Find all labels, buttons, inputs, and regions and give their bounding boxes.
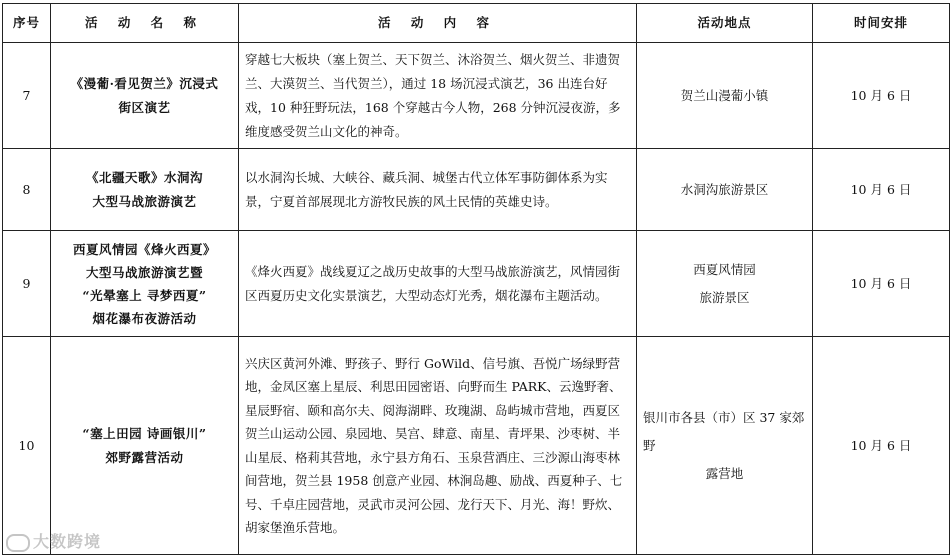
table-row bbox=[3, 149, 950, 231]
row-no: 10 bbox=[3, 337, 51, 555]
watermark-logo-icon bbox=[6, 534, 30, 552]
row-content: 兴庆区黄河外滩、野孩子、野行 GoWild、信号旗、吾悦广场绿野营地，金凤区塞上星辰、利思田园密语、向野而生 PARK、云逸野奢、星辰野宿、颐和高尔夫、阅海湖畔、玫瑰湖、岛屿城市营地，西夏区贺兰山运动公园、泉园地、昊宫、肆意、南星、青坪果、沙枣树、半山星辰、格莉其营地，永宁县方角石、玉泉营酒庄、三沙源山海枣林间营地，贺兰县 1958 创意产业园、林涧岛趣、励战、西夏种子、七号、千卓庄园营地，灵武市灵河公园、龙行天下、月光、海！野炊、胡家堡渔乐营地。 bbox=[239, 337, 637, 555]
location-line: 旅游景区 bbox=[699, 289, 750, 305]
row-content: 穿越七大板块（塞上贺兰、天下贺兰、沐浴贺兰、烟火贺兰、非遗贺兰、大漠贺兰、当代贺兰），通过 18 场沉浸式演艺，36 出连台好戏，10 种狂野玩法，168 个穿越古今人物，268 分钟沉浸夜游，多维度感受贺兰山文化的神奇。 bbox=[239, 43, 637, 149]
header-content: 活 动 内 容 bbox=[239, 4, 637, 43]
row-name bbox=[51, 337, 239, 555]
name-line: 《漫葡·看见贺兰》沉浸式 bbox=[70, 75, 219, 91]
header-name: 活 动 名 称 bbox=[51, 4, 239, 43]
row-no: 7 bbox=[3, 43, 51, 149]
row-time: 10 月 6 日 bbox=[813, 149, 950, 231]
watermark-text: 大数跨境 bbox=[33, 532, 102, 551]
location-line: 西夏风情园 bbox=[693, 261, 756, 277]
name-line: 西夏风情园《烽火西夏》 bbox=[72, 241, 216, 257]
location-line: 露营地 bbox=[705, 465, 744, 481]
row-time: 10 月 6 日 bbox=[813, 337, 950, 555]
name-line: 烟花瀑布夜游活动 bbox=[92, 310, 197, 326]
name-line: 街区演艺 bbox=[118, 99, 171, 115]
row-no: 9 bbox=[3, 231, 51, 337]
row-name bbox=[51, 231, 239, 337]
name-line: 大型马战旅游演艺暨 bbox=[85, 264, 203, 280]
activity-table bbox=[2, 3, 950, 555]
row-location bbox=[637, 43, 813, 149]
row-location bbox=[637, 337, 813, 555]
row-content: 《烽火西夏》战线夏辽之战历史故事的大型马战旅游演艺，风情园街区西夏历史文化实景演艺，大型动态灯光秀，烟花瀑布主题活动。 bbox=[239, 231, 637, 337]
row-location bbox=[637, 231, 813, 337]
watermark bbox=[6, 529, 101, 552]
header-location: 活动地点 bbox=[637, 4, 813, 43]
location-line: 银川市各县（市）区 37 家郊野 bbox=[643, 409, 805, 453]
name-line: 郊野露营活动 bbox=[105, 449, 184, 465]
location-line: 水洞沟旅游景区 bbox=[680, 181, 769, 197]
header-no: 序号 bbox=[3, 4, 51, 43]
header-row bbox=[3, 4, 950, 43]
name-line: “塞上田园 诗画银川” bbox=[82, 425, 207, 441]
table-row bbox=[3, 43, 950, 149]
row-name bbox=[51, 149, 239, 231]
name-line: 大型马战旅游演艺 bbox=[92, 193, 197, 209]
row-location bbox=[637, 149, 813, 231]
name-line: 《北疆天歌》水洞沟 bbox=[85, 169, 203, 185]
row-time: 10 月 6 日 bbox=[813, 231, 950, 337]
table-row bbox=[3, 337, 950, 555]
header-time: 时间安排 bbox=[813, 4, 950, 43]
name-line: “光晕塞上 寻梦西夏” bbox=[82, 287, 207, 303]
row-no: 8 bbox=[3, 149, 51, 231]
row-time: 10 月 6 日 bbox=[813, 43, 950, 149]
row-content: 以水洞沟长城、大峡谷、藏兵洞、城堡古代立体军事防御体系为实景，宁夏首部展现北方游牧民族的风土民情的英雄史诗。 bbox=[239, 149, 637, 231]
table-row bbox=[3, 231, 950, 337]
location-line: 贺兰山漫葡小镇 bbox=[680, 87, 769, 103]
row-name bbox=[51, 43, 239, 149]
